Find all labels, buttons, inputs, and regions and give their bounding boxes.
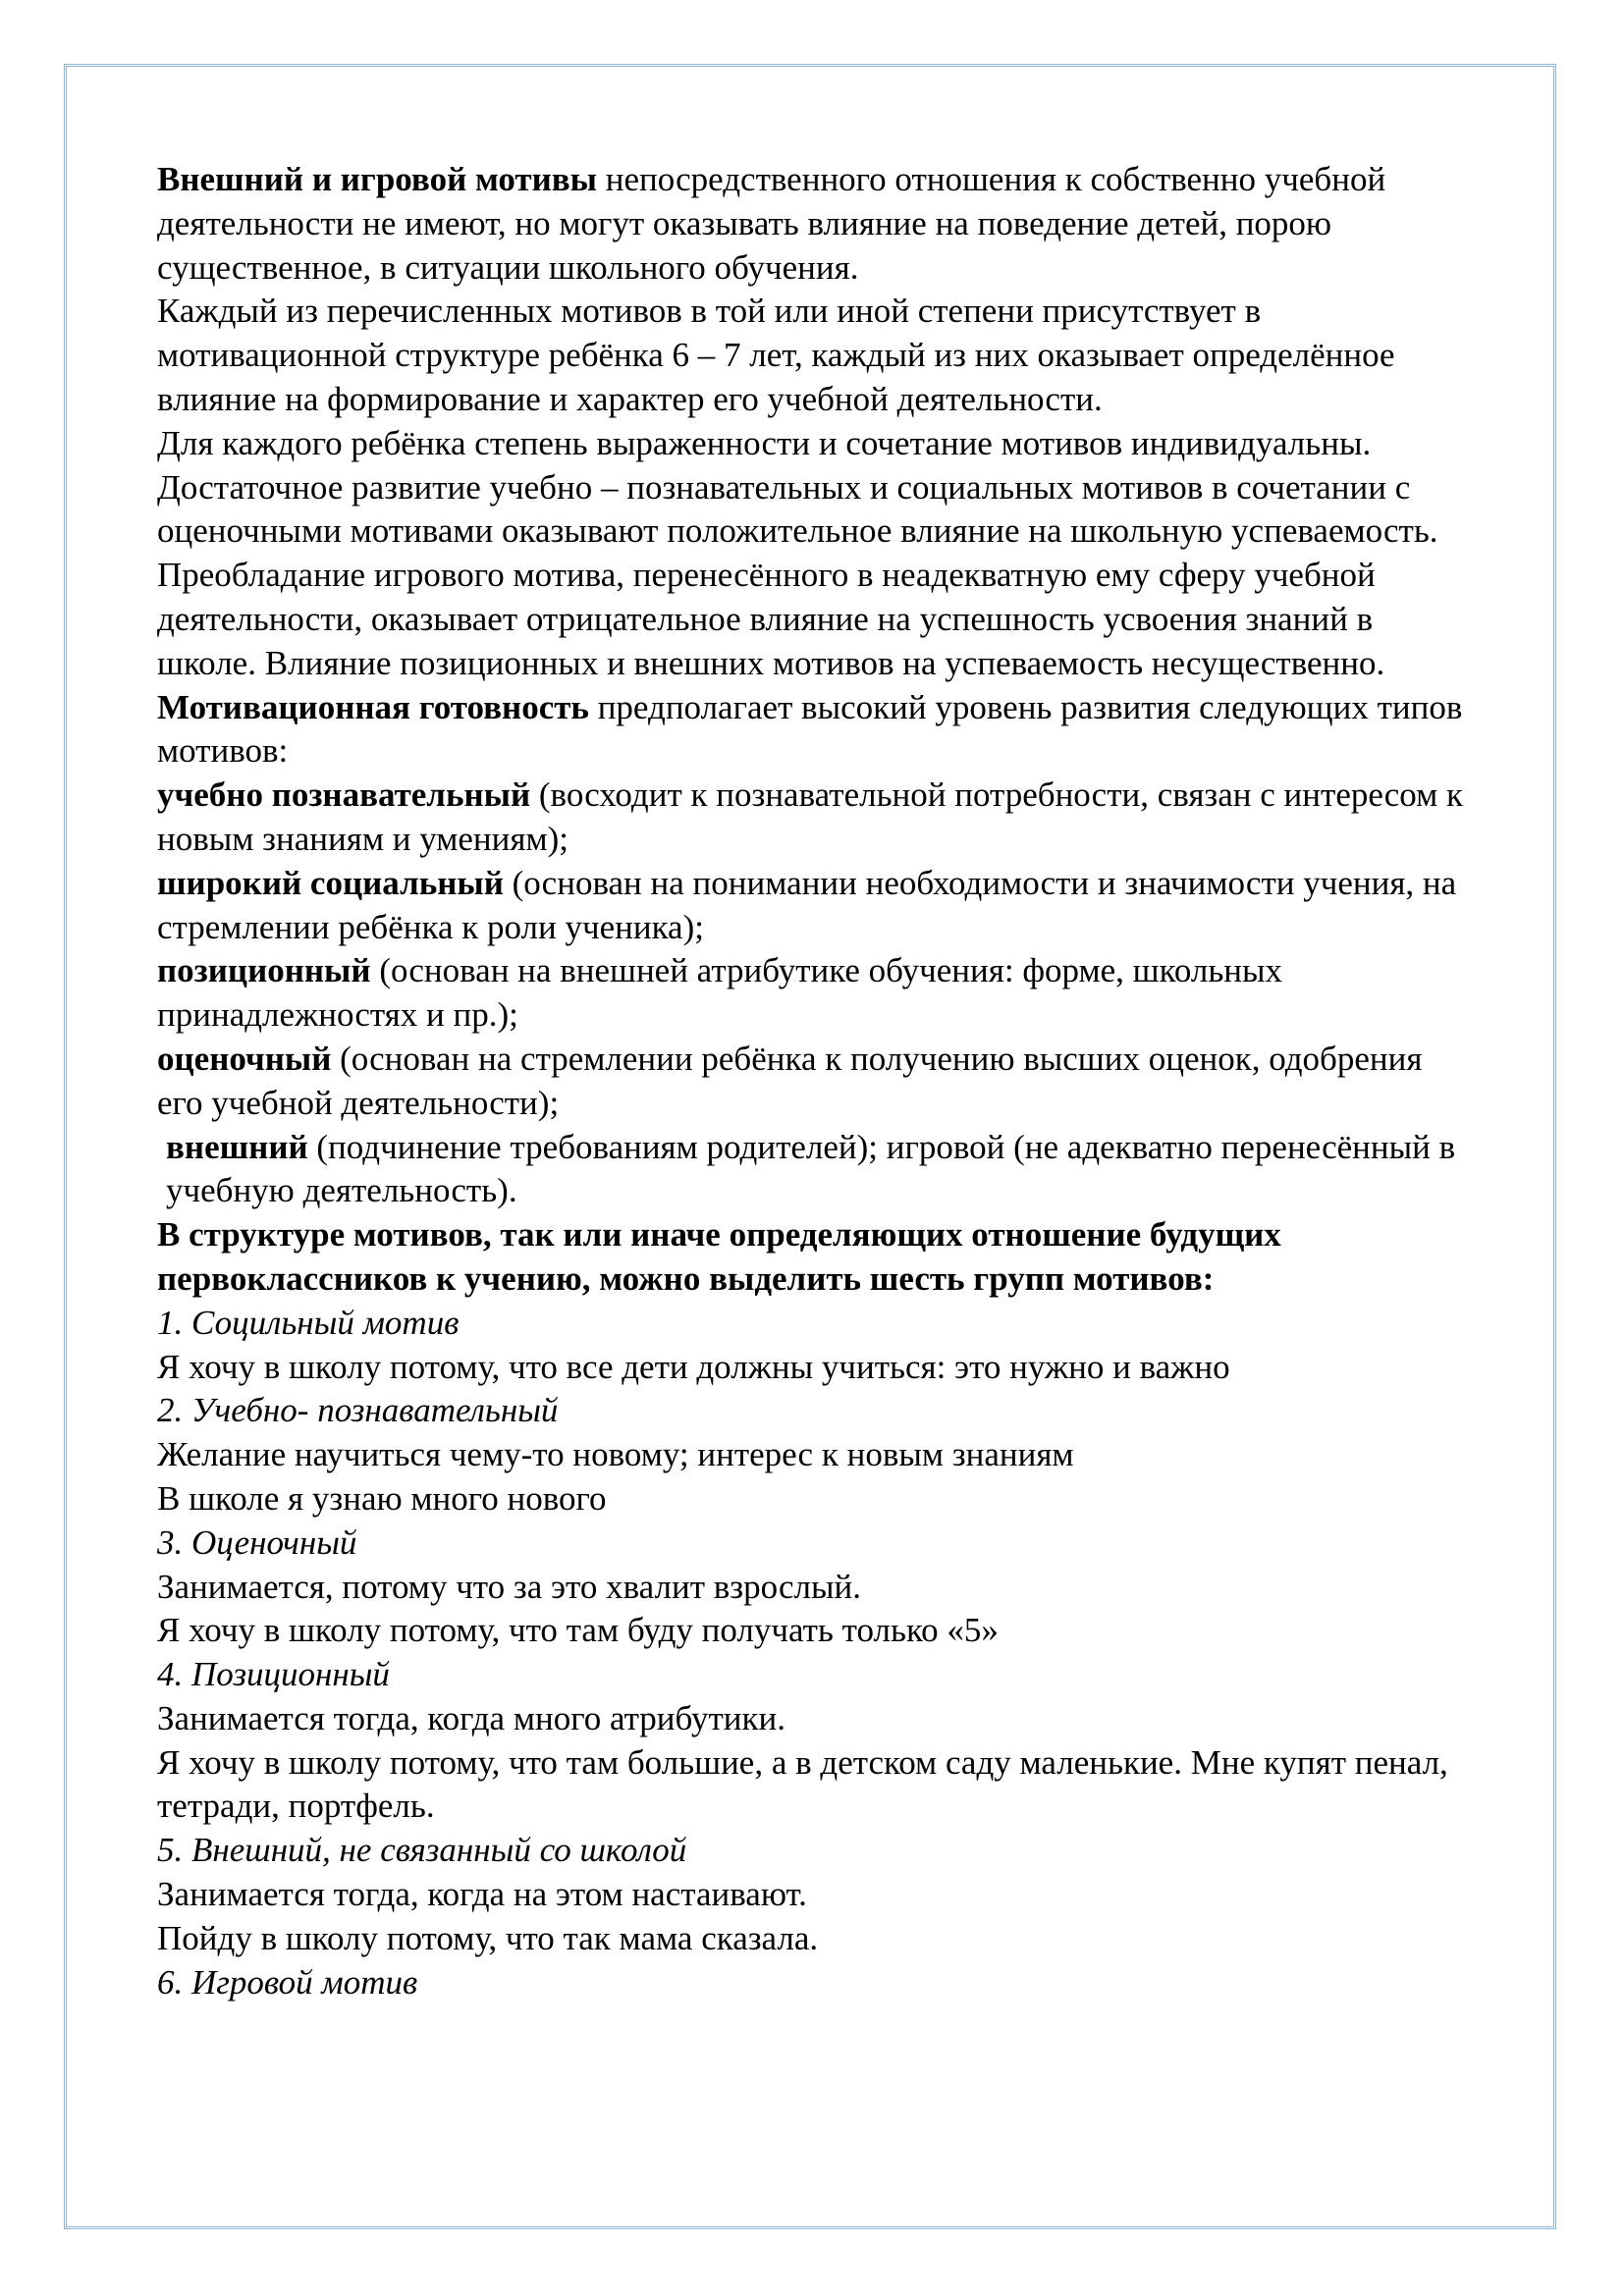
motive-type-name: учебно познавательный (157, 775, 531, 815)
motive-type-name: позиционный (157, 951, 371, 990)
paragraph-external-game-motives (157, 158, 1473, 290)
motive-type-name: оценочный (157, 1039, 332, 1078)
motive-type-evaluative (157, 1038, 1473, 1126)
motive-type-description: (основан на стремлении ребёнка к получению высших оценок, одобрения его учебной деятельности); (157, 1039, 1423, 1122)
group-title-positional: 4. Позиционный (157, 1655, 390, 1694)
motive-type-description: (подчинение требованиям родителей); игровой (не адекватно перенесённый в учебную деятельность). (166, 1127, 1456, 1210)
group-example: Желание научиться чему-то новому; интерес к новым знаниям (157, 1435, 1074, 1474)
group-title-social: 1. Социльный мотив (157, 1303, 460, 1342)
paragraph-negative-influence: Преобладание игрового мотива, перенесённого в неадекватную ему сферу учебной деятельности, оказывает отрицательное влияние на успешность усвоения знаний в школе. Влияние позиционных и внешних мотивов на успеваемость несущественно. (157, 556, 1385, 682)
paragraph-motivational-readiness (157, 686, 1473, 774)
motive-type-cognitive (157, 774, 1473, 862)
groups-heading: В структуре мотивов, так или иначе определяющих отношение будущих первоклассников к учению, можно выделить шесть групп мотивов: (157, 1215, 1281, 1298)
group-example: Я хочу в школу потому, что там большие, а в детском саду маленькие. Мне купят пенал, тетради, портфель. (157, 1742, 1448, 1826)
bold-term: Внешний и игровой мотивы (157, 160, 597, 198)
bold-term: Мотивационная готовность (157, 687, 589, 726)
group-example: Занимается, потому что за это хвалит взрослый. (157, 1567, 861, 1606)
paragraph-positive-influence: Достаточное развитие учебно – познавательных и социальных мотивов в сочетании с оценочными мотивами оказывают положительное влияние на школьную успеваемость. (157, 467, 1438, 551)
motive-type-social (157, 862, 1473, 950)
group-example: Я хочу в школу потому, что все дети должны учиться: это нужно и важно (157, 1347, 1230, 1386)
motive-type-description: (основан на понимании необходимости и значимости учения, на стремлении ребёнка к роли ученика); (157, 863, 1457, 946)
paragraph-text: непосредственного отношения к собственно учебной деятельности не имеют, но могут оказывать влияние на поведение детей, порою существенное, в ситуации школьного обучения. (157, 160, 1386, 287)
motive-type-name: широкий социальный (157, 863, 504, 902)
motive-type-positional (157, 949, 1473, 1038)
group-example: Занимается тогда, когда на этом настаивают. (157, 1875, 807, 1914)
group-example: Занимается тогда, когда много атрибутики. (157, 1698, 786, 1737)
group-title-game: 6. Игровой мотив (157, 1962, 418, 2002)
group-example: В школе я узнаю много нового (157, 1478, 607, 1518)
group-example: Я хочу в школу потому, что там буду получать только «5» (157, 1611, 999, 1650)
motive-type-description: (основан на внешней атрибутике обучения: форме, школьных принадлежностях и пр.); (157, 951, 1283, 1035)
motive-type-name: внешний (166, 1127, 308, 1166)
paragraph-individuality: Для каждого ребёнка степень выраженности и сочетание мотивов индивидуальны. (157, 423, 1372, 462)
group-title-external: 5. Внешний, не связанный со школой (157, 1831, 687, 1870)
document-body (157, 158, 1473, 2004)
group-title-cognitive: 2. Учебно- познавательный (157, 1391, 559, 1430)
paragraph-motive-presence: Каждый из перечисленных мотивов в той или иной степени присутствует в мотивационной структуре ребёнка 6 – 7 лет, каждый из них оказывает определённое влияние на формирование и характер его учебной деятельности. (157, 292, 1395, 418)
group-example: Пойду в школу потому, что так мама сказала. (157, 1918, 819, 1957)
motive-type-external (157, 1126, 1473, 1214)
paragraph-text: предполагает высокий уровень развития следующих типов мотивов: (157, 687, 1463, 771)
group-title-evaluative: 3. Оценочный (157, 1522, 357, 1562)
motive-type-description: (восходит к познавательной потребности, связан с интересом к новым знаниям и умениям); (157, 775, 1464, 858)
